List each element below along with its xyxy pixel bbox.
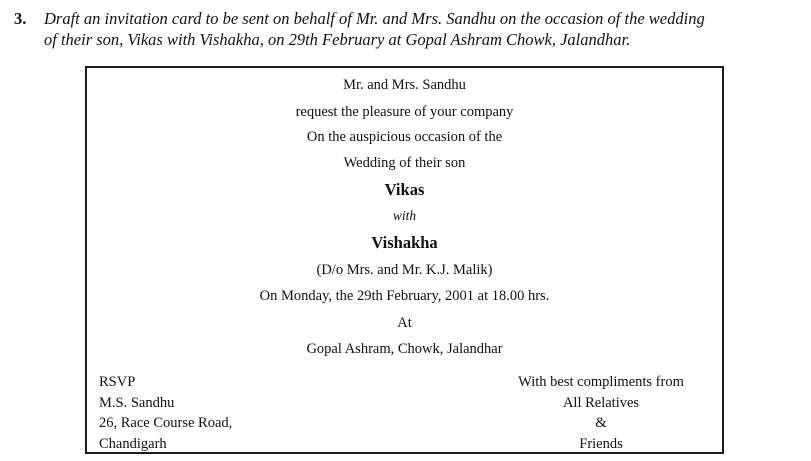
card-datetime: On Monday, the 29th February, 2001 at 18.00 hrs. <box>259 288 550 304</box>
rsvp-block <box>99 372 232 454</box>
compliments-line-4: Friends <box>579 435 623 452</box>
card-with: with <box>392 208 417 223</box>
card-occasion: On the auspicious occasion of the <box>306 129 503 145</box>
card-bride-name: Vishakha <box>371 233 438 252</box>
rsvp-name: M.S. Sandhu <box>99 394 175 411</box>
card-request: request the pleasure of your company <box>295 104 514 120</box>
card-wedding-of: Wedding of their son <box>343 155 466 171</box>
rsvp-address: 26, Race Course Road, <box>99 415 233 431</box>
rsvp-city: Chandigarh <box>99 435 167 452</box>
card-hosts: Mr. and Mrs. Sandhu <box>343 77 466 93</box>
card-venue: Gopal Ashram, Chowk, Jalandhar <box>306 341 503 357</box>
card-at: At <box>397 315 412 331</box>
compliments-line-2: All Relatives <box>562 394 640 411</box>
rsvp-label: RSVP <box>99 374 136 390</box>
question-text-line-1: Draft an invitation card to be sent on behalf of Mr. and Mrs. Sandhu on the occasion of the wedding <box>44 9 705 28</box>
compliments-line-3: & <box>595 415 607 431</box>
card-groom-name: Vikas <box>384 180 425 199</box>
compliments-block <box>496 372 706 454</box>
invitation-card <box>85 66 724 454</box>
compliments-line-1: With best compliments from <box>518 374 684 390</box>
question-number: 3. <box>14 9 27 28</box>
card-bride-parents: (D/o Mrs. and Mr. K.J. Malik) <box>316 262 493 278</box>
question-text-line-2: of their son, Vikas with Vishakha, on 29th February at Gopal Ashram Chowk, Jalandhar. <box>44 30 631 49</box>
